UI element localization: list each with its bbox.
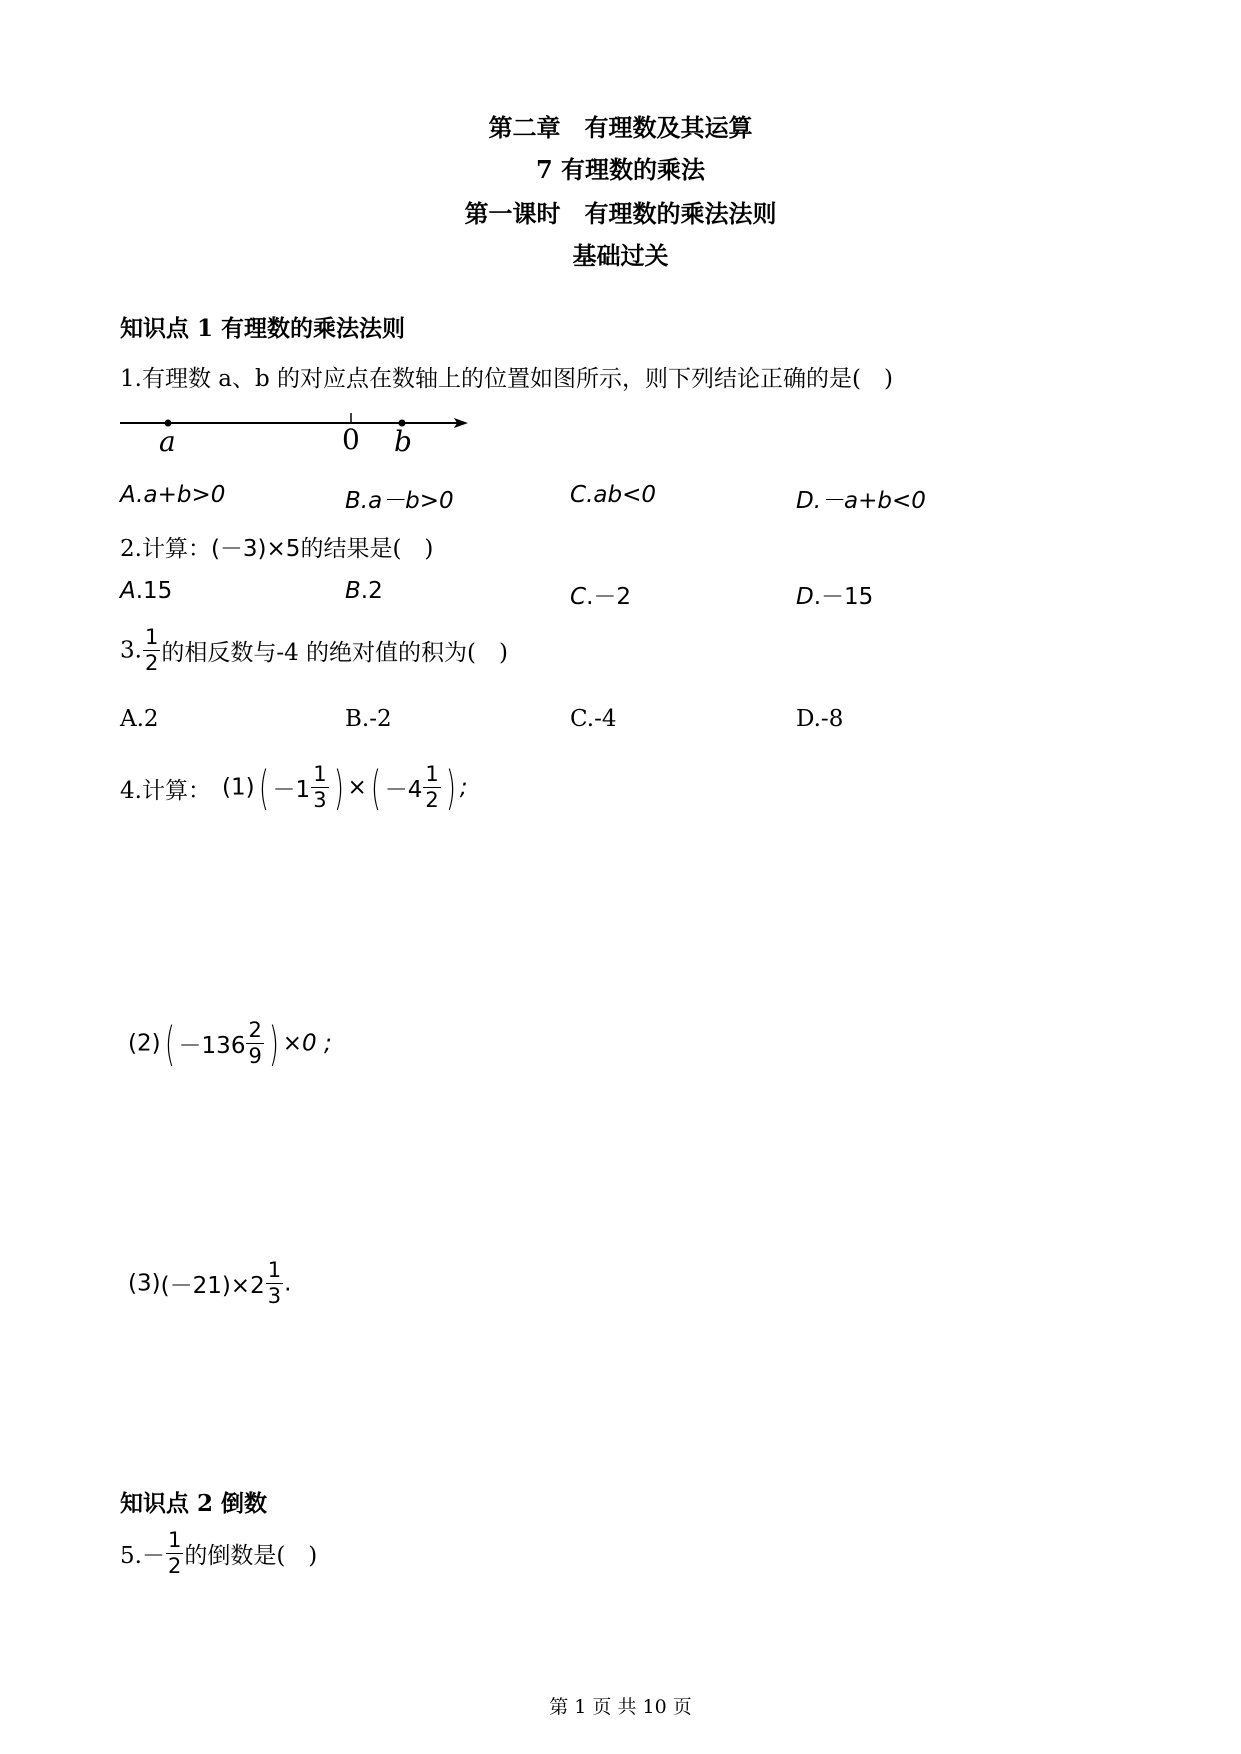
question-1-option-d: D.－a+b<0 [796,488,926,514]
question-1-option-c: C.ab<0 [570,482,656,508]
question-3-option-b: B.-2 [345,706,392,732]
label-a: a [159,425,176,458]
question-4-part-2: (2)( －136 $\frac{2}{9}$ ) ×0 ; [128,1016,332,1071]
fraction-one-half: $\frac{1}{2}$ [167,1528,182,1578]
question-3-stem: 3. $\frac{1}{2}$ 的相反数与-4 的绝对值的积为( ) [120,625,508,675]
question-2-option-a: A.15 [120,578,173,604]
question-1-option-b: B.a－b>0 [345,488,454,514]
lesson-title: 第一课时 有理数的乘法法则 [464,199,777,228]
fraction-one-half: $\frac{1}{2}$ [144,625,159,675]
knowledge-point-2-title: 知识点 2 倒数 [120,1490,268,1517]
question-2-option-b: B.2 [345,578,383,604]
question-2-stem: 2.计算：(－3)×5的结果是( ) [120,536,434,562]
question-3-option-c: C.-4 [570,706,617,732]
question-5-stem: 5.－ $\frac{1}{2}$ 的倒数是( ) [120,1528,318,1578]
knowledge-point-1-title: 知识点 1 有理数的乘法法则 [120,315,406,342]
question-2-option-d: D.－15 [796,584,874,610]
label-b: b [394,425,412,458]
question-4-part-3: (3)(－21)×2 $\frac{1}{3}$ . [128,1258,292,1308]
number-line-figure [118,403,468,465]
question-4-stem: 4.计算： [120,778,211,804]
section-title: 7 有理数的乘法 [535,155,706,184]
question-1-stem: 1.有理数 a、b 的对应点在数轴上的位置如图所示，则下列结论正确的是( ) [120,366,893,392]
page-footer: 第 1 页 共 10 页 [549,1696,692,1718]
question-4-part-1: (1)( －1 $\frac{1}{3}$ ) ×( －4 $\frac{1}{2}$ ) ; [222,760,468,815]
question-2-option-c: C.－2 [570,584,632,610]
question-1-option-a: A.a+b>0 [120,482,226,508]
question-3-option-d: D.-8 [796,706,844,732]
question-3-option-a: A.2 [120,706,159,732]
label-0: 0 [342,423,360,456]
chapter-title: 第二章 有理数及其运算 [488,113,753,142]
part-title: 基础过关 [572,241,669,270]
